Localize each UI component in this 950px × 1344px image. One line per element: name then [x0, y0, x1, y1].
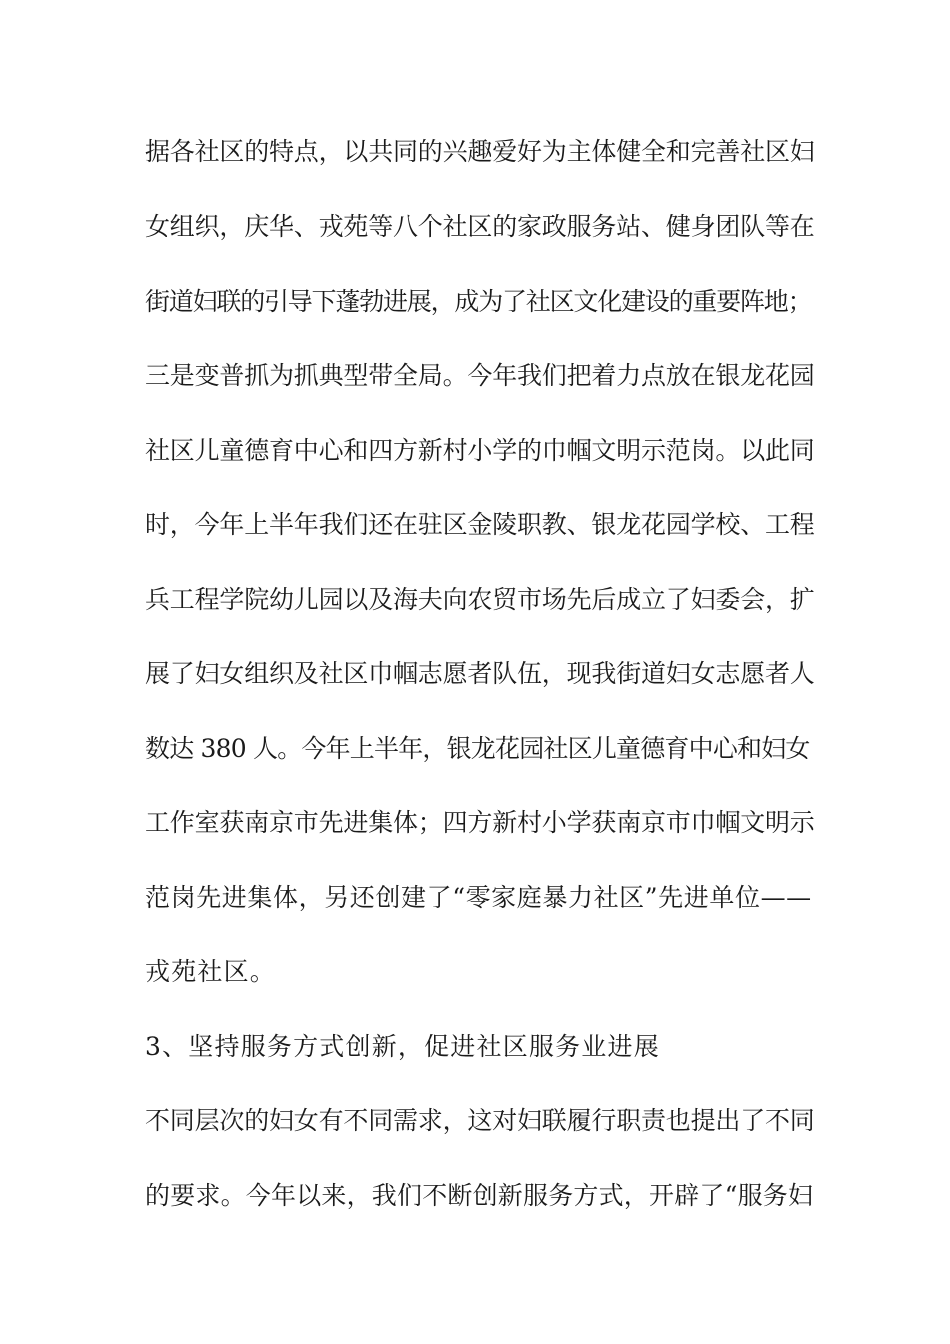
paragraph-line: 时，今年上半年我们还在驻区金陵职教、银龙花园学校、工程	[145, 510, 815, 539]
paragraph-line: 的要求。今年以来，我们不断创新服务方式，开辟了“服务妇	[145, 1181, 814, 1210]
paragraph-line: 三是变普抓为抓典型带全局。今年我们把着力点放在银龙花园	[145, 361, 815, 390]
paragraph-line: 街道妇联的引导下蓬勃进展，成为了社区文化建设的重要阵地；	[145, 287, 812, 316]
paragraph-line: 范岗先进集体，另还创建了“零家庭暴力社区”先进单位——	[145, 883, 812, 912]
paragraph-line: 女组织，庆华、戎苑等八个社区的家政服务站、健身团队等在	[145, 212, 815, 241]
paragraph-line: 戎苑社区。	[145, 957, 277, 986]
paragraph-line: 展了妇女组织及社区巾帼志愿者队伍，现我街道妇女志愿者人	[145, 659, 815, 688]
paragraph-line: 兵工程学院幼儿园以及海夫向农贸市场先后成立了妇委会，扩	[145, 585, 815, 614]
paragraph-line: 工作室获南京市先进集体；四方新村小学获南京市巾帼文明示	[145, 808, 815, 837]
paragraph-line: 不同层次的妇女有不同需求，这对妇联履行职责也提出了不同	[145, 1106, 815, 1135]
paragraph-line: 据各社区的特点，以共同的兴趣爱好为主体健全和完善社区妇	[145, 137, 815, 166]
paragraph-line: 社区儿童德育中心和四方新村小学的巾帼文明示范岗。以此同	[145, 436, 815, 465]
section-heading: 3、坚持服务方式创新，促进社区服务业进展	[145, 1032, 660, 1061]
paragraph-line: 数达 380 人。今年上半年，银龙花园社区儿童德育中心和妇女	[145, 734, 810, 763]
